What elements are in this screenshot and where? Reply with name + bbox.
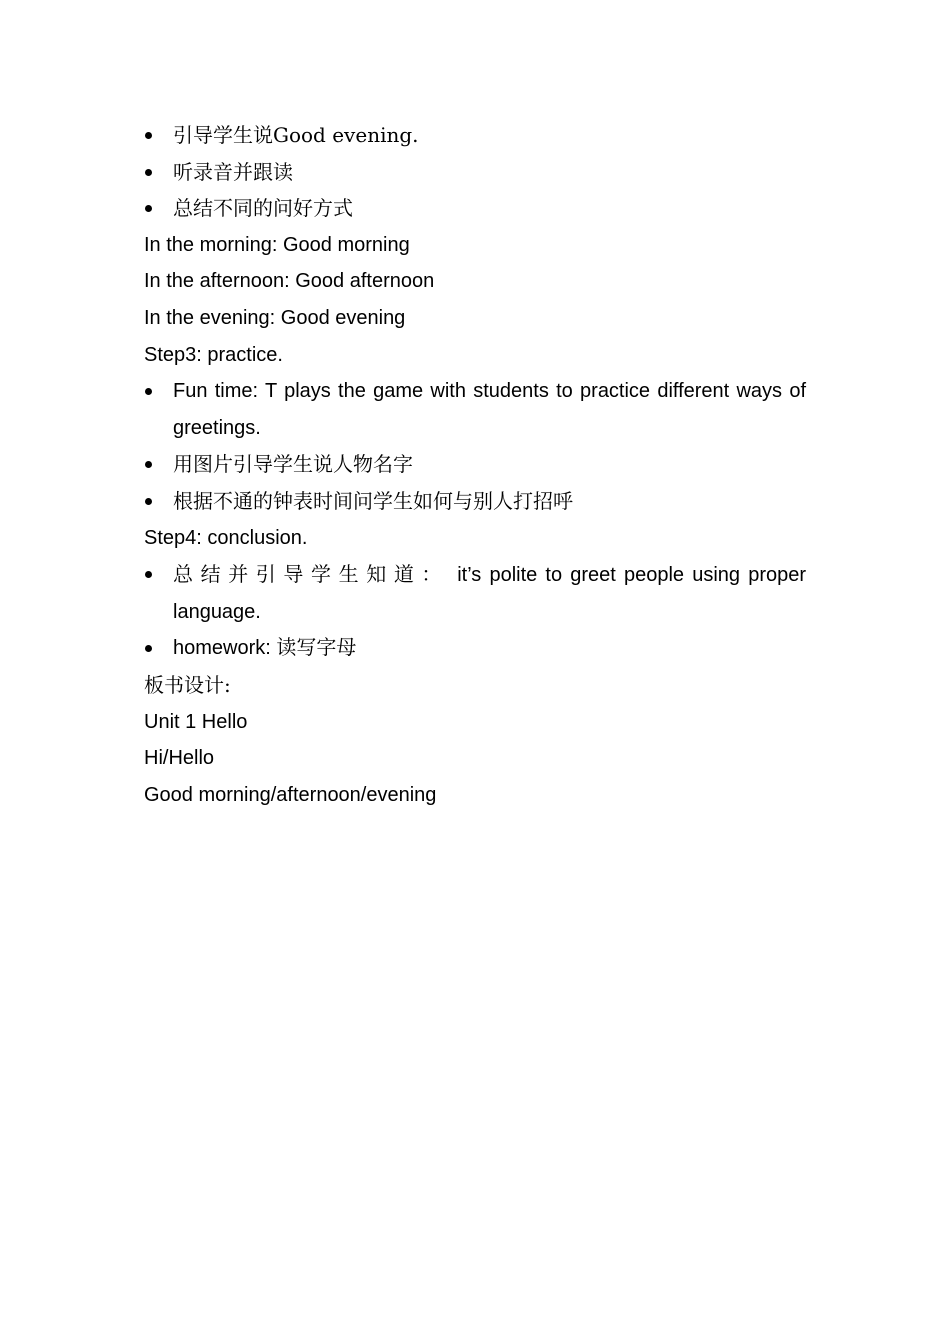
- list-item-text: 总结不同的问好方式: [173, 196, 353, 221]
- bullet-icon: [145, 461, 152, 468]
- list-item-text: 引导学生说Good evening.: [173, 123, 419, 147]
- list-item: [144, 446, 806, 483]
- board-design-line: Unit 1 Hello: [144, 710, 248, 733]
- board-design-heading: 板书设计:: [144, 672, 231, 697]
- bullet-icon: [145, 571, 152, 578]
- board-design-line: Hi/Hello: [144, 747, 215, 770]
- list-item-text: Fun time: T plays the game with students to practice different ways of greetings.: [173, 380, 806, 439]
- list-item: [144, 556, 806, 630]
- homework-text: homework: 读写字母: [173, 637, 357, 660]
- list-item-text: [173, 556, 806, 630]
- conclusion-zh-text: 总结并引导学生知道：: [173, 562, 450, 587]
- bullet-icon: [145, 205, 152, 212]
- list-item: [144, 630, 806, 667]
- list-item: [144, 483, 806, 520]
- list-item-text: 听录音并跟读: [173, 159, 293, 184]
- greeting-morning: In the morning: Good morning: [144, 233, 410, 256]
- list-item-text: 根据不通的钟表时间问学生如何与别人打招呼: [173, 488, 573, 513]
- bullet-icon: [145, 132, 152, 139]
- conclusion-en-text: it’s polite to greet people using proper language.: [173, 564, 807, 623]
- list-item: [144, 373, 806, 446]
- board-design-line: Good morning/afternoon/evening: [144, 783, 437, 806]
- list-item: [144, 117, 806, 154]
- greeting-evening: In the evening: Good evening: [144, 306, 406, 329]
- list-item-text: 用图片引导学生说人物名字: [173, 452, 413, 477]
- bullet-icon: [145, 169, 152, 176]
- bullet-icon: [145, 388, 152, 395]
- bullet-icon: [145, 645, 152, 652]
- bullet-icon: [145, 498, 152, 505]
- document-body: [144, 117, 806, 813]
- list-item: [144, 190, 806, 227]
- step4-heading: Step4: conclusion.: [144, 526, 308, 549]
- step3-heading: Step3: practice.: [144, 343, 283, 366]
- list-item: [144, 154, 806, 191]
- greeting-afternoon: In the afternoon: Good afternoon: [144, 270, 435, 293]
